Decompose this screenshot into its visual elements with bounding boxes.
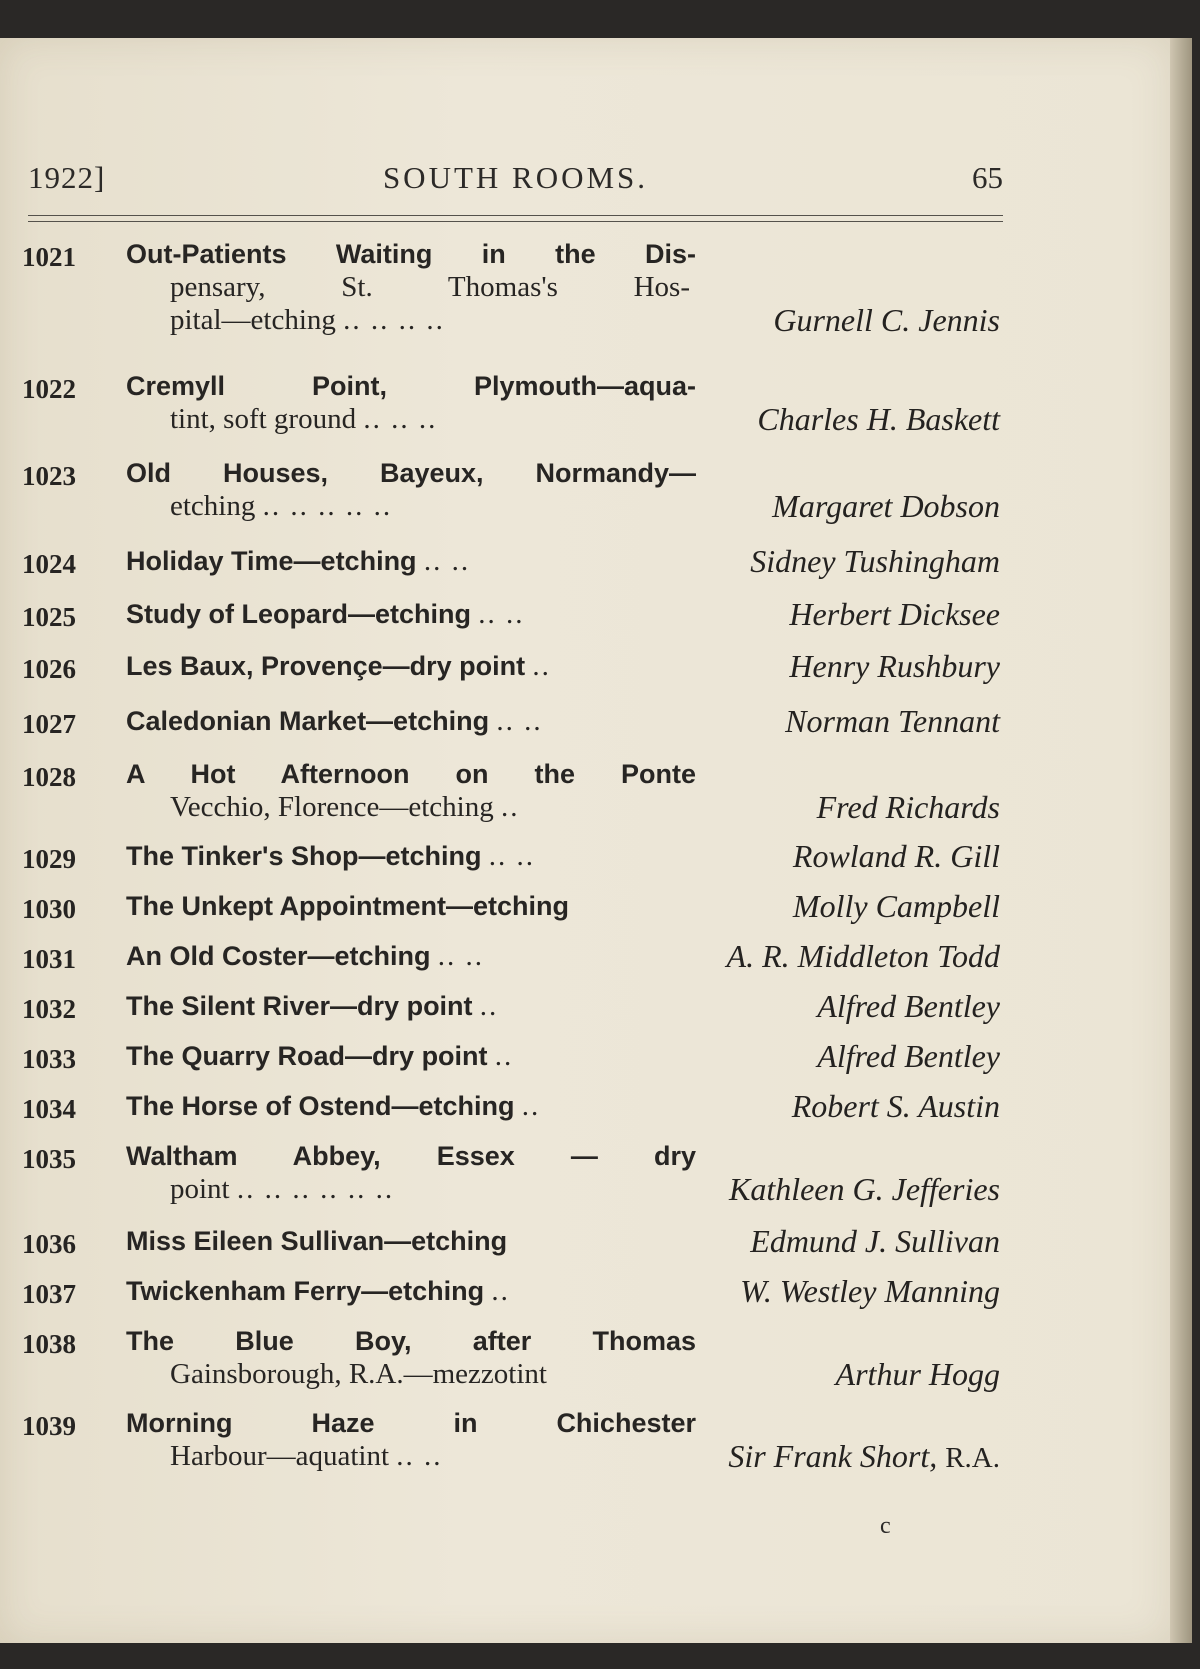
artist-name (792, 1088, 1000, 1125)
artist-name-text: Kathleen G. Jefferies (728, 1171, 1000, 1207)
artist-name-text: Norman Tennant (785, 703, 1000, 739)
entry-number: 1038 (22, 1329, 76, 1359)
entry-title-line (170, 1358, 547, 1392)
entry-title-text: Harbour—aquatint (170, 1440, 390, 1472)
artist-name-text: Alfred Bentley (817, 988, 1000, 1024)
entry-number: 1039 (22, 1411, 76, 1441)
entry-title-text: Out-Patients Waiting in the Dis- (126, 239, 696, 269)
entry-number: 1028 (22, 762, 76, 792)
entry-title-line (126, 840, 696, 874)
artist-name-text: Edmund J. Sullivan (750, 1223, 1000, 1259)
artist-name (750, 1223, 1000, 1260)
artist-name (789, 596, 1000, 633)
entry-title-text: Study of Leopard—etching (126, 599, 472, 629)
entry-number: 1030 (22, 894, 76, 924)
entry-title-text: Vecchio, Florence—etching (170, 791, 494, 823)
entry-number: 1029 (22, 844, 76, 874)
running-header (28, 160, 1003, 200)
entry-title-text: point (170, 1173, 230, 1205)
leader-dots: .. (494, 1040, 514, 1072)
entry-number: 1027 (22, 709, 76, 739)
entry-title-line (126, 238, 696, 272)
entry-title-text: Holiday Time—etching (126, 546, 417, 576)
entry-title-text: pital—etching (170, 304, 336, 336)
leader-dots: .. (521, 1090, 541, 1122)
entry-title-text: The Horse of Ostend—etching (126, 1091, 515, 1121)
header-rule-bottom (28, 221, 1003, 222)
artist-name (729, 1171, 1000, 1208)
leader-dots: .. .. (478, 598, 525, 630)
artist-name-text: Herbert Dicksee (789, 596, 1000, 632)
leader-dots: .. .. .. .. (343, 304, 445, 336)
entry-title-line (126, 890, 696, 924)
entry-title-line (126, 457, 696, 491)
entry-title-text: Gainsborough, R.A.—mezzotint (170, 1358, 547, 1390)
leader-dots: .. (532, 650, 551, 682)
entry-number: 1026 (22, 654, 76, 684)
entry-title-text: The Quarry Road—dry point (126, 1041, 488, 1071)
entry-title-text: An Old Coster—etching (126, 941, 431, 971)
entry-title-line (170, 791, 519, 825)
entry-title-text: Caledonian Market—etching (126, 706, 490, 736)
artist-name-text: Molly Campbell (792, 888, 1000, 924)
artist-name (817, 988, 1000, 1025)
entry-number: 1037 (22, 1279, 76, 1309)
entry-title-text: etching (170, 490, 256, 522)
entry-title-text: The Silent River—dry point (126, 991, 473, 1021)
leader-dots: .. .. (396, 1440, 443, 1472)
header-rule-top (28, 215, 1003, 216)
artist-name-text: Charles H. Baskett (757, 401, 1000, 437)
leader-dots: .. .. .. (363, 403, 438, 435)
entry-number: 1024 (22, 549, 76, 579)
leader-dots: .. .. .. .. .. .. (236, 1173, 395, 1205)
entry-title-line (170, 304, 445, 338)
entry-title-line (126, 1275, 696, 1309)
artist-name-text: Robert S. Austin (791, 1088, 1000, 1124)
artist-name-text: Alfred Bentley (817, 1038, 1000, 1074)
header-year: 1922] (28, 160, 106, 195)
artist-name (836, 1356, 1000, 1393)
entry-title-text: Twickenham Ferry—etching (126, 1276, 485, 1306)
entry-number: 1033 (22, 1044, 76, 1074)
entry-number: 1036 (22, 1229, 76, 1259)
artist-name-text: Rowland R. Gill (792, 838, 1000, 874)
artist-name-text: Gurnell C. Jennis (773, 302, 1000, 338)
entry-title-text: Miss Eileen Sullivan—etching (126, 1226, 508, 1256)
entry-title-line (126, 650, 696, 684)
entry-title-text: tint, soft ground (170, 403, 357, 435)
entry-title-line (126, 940, 696, 974)
artist-name (789, 648, 1000, 685)
artist-name-text: Henry Rushbury (789, 648, 1000, 684)
entry-title-text: Les Baux, Provençe—dry point (126, 651, 526, 681)
artist-name (757, 401, 1000, 438)
artist-name-text: Fred Richards (816, 789, 1000, 825)
entry-title-line (126, 705, 696, 739)
entry-title-line (170, 490, 392, 524)
leader-dots: .. .. (423, 545, 471, 577)
entry-title-text: The Unkept Appointment—etching (126, 891, 569, 921)
entry-title-text: The Blue Boy, after Thomas (126, 1326, 696, 1356)
artist-name (728, 1438, 1000, 1475)
entry-title-line (126, 545, 696, 579)
artist-name-text: A. R. Middleton Todd (726, 938, 1000, 974)
artist-name (785, 703, 1000, 740)
leader-dots: .. .. (496, 705, 543, 737)
artist-name (793, 888, 1000, 925)
page-edge (1170, 38, 1192, 1643)
artist-name (727, 938, 1000, 975)
printer-signature-mark: c (880, 1513, 891, 1539)
entry-title-line (170, 271, 690, 305)
entry-title-text: Waltham Abbey, Essex — dry (126, 1141, 696, 1171)
entry-title-line (126, 598, 696, 632)
entry-title-line (170, 403, 437, 437)
entry-title-text: Morning Haze in Chichester (126, 1408, 696, 1438)
entry-title-text: Old Houses, Bayeux, Normandy— (126, 458, 696, 488)
entry-title-text: Cremyll Point, Plymouth—aqua- (126, 371, 696, 401)
entry-title-line (126, 1225, 696, 1259)
leader-dots: .. .. (488, 840, 535, 872)
artist-name-text: W. Westley Manning (740, 1273, 1000, 1309)
entry-number: 1022 (22, 374, 76, 404)
artist-name-text: Sidney Tushingham (750, 543, 1000, 579)
artist-name-text: Arthur Hogg (835, 1356, 1000, 1392)
leader-dots: .. (479, 990, 499, 1022)
entry-title-line (126, 758, 696, 792)
entry-number: 1025 (22, 602, 76, 632)
entry-title-line (126, 1325, 696, 1359)
entry-title-text: pensary, St. Thomas's Hos- (170, 271, 690, 303)
entry-title-line (126, 370, 696, 404)
entry-number: 1021 (22, 242, 76, 272)
entry-title-line (126, 1140, 696, 1174)
leader-dots: .. .. .. .. .. (262, 490, 393, 522)
artist-name-text: Sir Frank Short, (728, 1438, 938, 1474)
entry-title-line (126, 1040, 696, 1074)
page-title: SOUTH ROOMS. (382, 160, 649, 195)
artist-honour: R.A. (945, 1442, 1000, 1474)
leader-dots: .. (491, 1275, 510, 1307)
entry-title-line (126, 1407, 696, 1441)
entry-number: 1032 (22, 994, 76, 1024)
artist-name (772, 488, 1000, 525)
artist-name (793, 838, 1000, 875)
entry-title-line (126, 990, 696, 1024)
entry-number: 1034 (22, 1094, 76, 1124)
entry-number: 1031 (22, 944, 76, 974)
leader-dots: .. .. (437, 940, 485, 972)
artist-name (773, 302, 1000, 339)
page-number: 65 (972, 160, 1003, 195)
leader-dots: .. (500, 791, 520, 823)
entry-title-line (126, 1090, 696, 1124)
artist-name (817, 1038, 1000, 1075)
entry-number: 1023 (22, 461, 76, 491)
entry-title-text: A Hot Afternoon on the Ponte (126, 759, 696, 789)
entry-number: 1035 (22, 1144, 76, 1174)
artist-name (750, 543, 1000, 580)
artist-name-text: Margaret Dobson (772, 488, 1000, 524)
entry-title-text: The Tinker's Shop—etching (126, 841, 482, 871)
entry-title-line (170, 1173, 394, 1207)
artist-name (817, 789, 1000, 826)
entry-title-line (170, 1440, 443, 1474)
artist-name (740, 1273, 1000, 1310)
